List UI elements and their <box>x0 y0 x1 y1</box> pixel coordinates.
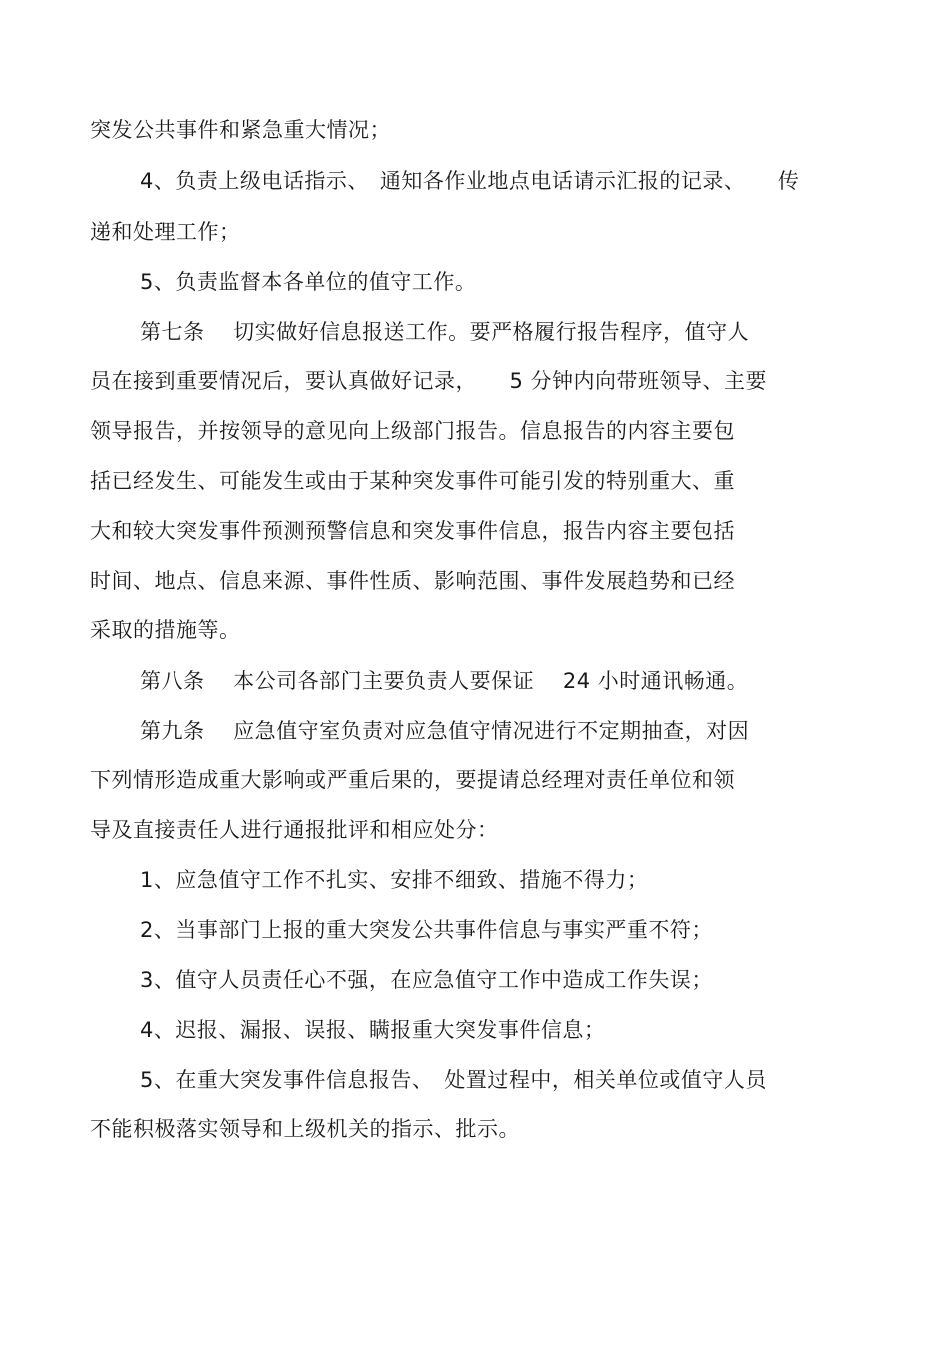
text-line: 不能积极落实领导和上级机关的指示、批示。 <box>90 1117 520 1141</box>
text-line: 突发公共事件和紧急重大情况； <box>90 118 391 142</box>
text-line: 员在接到重要情况后，要认真做好记录， 5 分钟内向带班领导、主要 <box>90 369 768 393</box>
text-line: 第八条 本公司各部门主要负责人要保证 24 小时通讯畅通。 <box>140 669 749 693</box>
text-line: 1、应急值守工作不扎实、安排不细致、措施不得力； <box>140 868 649 892</box>
text-line: 5、在重大突发事件信息报告、 处置过程中，相关单位或值守人员 <box>140 1068 767 1092</box>
text-line: 采取的措施等。 <box>90 618 241 642</box>
text-line: 5、负责监督本各单位的值守工作。 <box>140 270 477 294</box>
text-line: 递和处理工作； <box>90 220 241 244</box>
text-line: 第九条 应急值守室负责对应急值守情况进行不定期抽查，对因 <box>140 719 750 743</box>
text-line: 2、当事部门上报的重大突发公共事件信息与事实严重不符； <box>140 918 713 942</box>
text-line: 下列情形造成重大影响或严重后果的，要提请总经理对责任单位和领 <box>90 768 735 792</box>
text-line: 时间、地点、信息来源、事件性质、影响范围、事件发展趋势和已经 <box>90 569 735 593</box>
text-line: 括已经发生、可能发生或由于某种突发事件可能引发的特别重大、重 <box>90 469 735 493</box>
text-line: 4、迟报、漏报、误报、瞒报重大突发事件信息； <box>140 1018 606 1042</box>
text-line: 4、负责上级电话指示、 通知各作业地点电话请示汇报的记录、 传 <box>140 169 800 193</box>
text-line: 第七条 切实做好信息报送工作。要严格履行报告程序，值守人 <box>140 320 750 344</box>
text-line: 领导报告，并按领导的意见向上级部门报告。信息报告的内容主要包 <box>90 419 735 443</box>
text-line: 导及直接责任人进行通报批评和相应处分： <box>90 818 499 842</box>
text-line: 大和较大突发事件预测预警信息和突发事件信息，报告内容主要包括 <box>90 519 735 543</box>
text-line: 3、值守人员责任心不强，在应急值守工作中造成工作失误； <box>140 968 713 992</box>
